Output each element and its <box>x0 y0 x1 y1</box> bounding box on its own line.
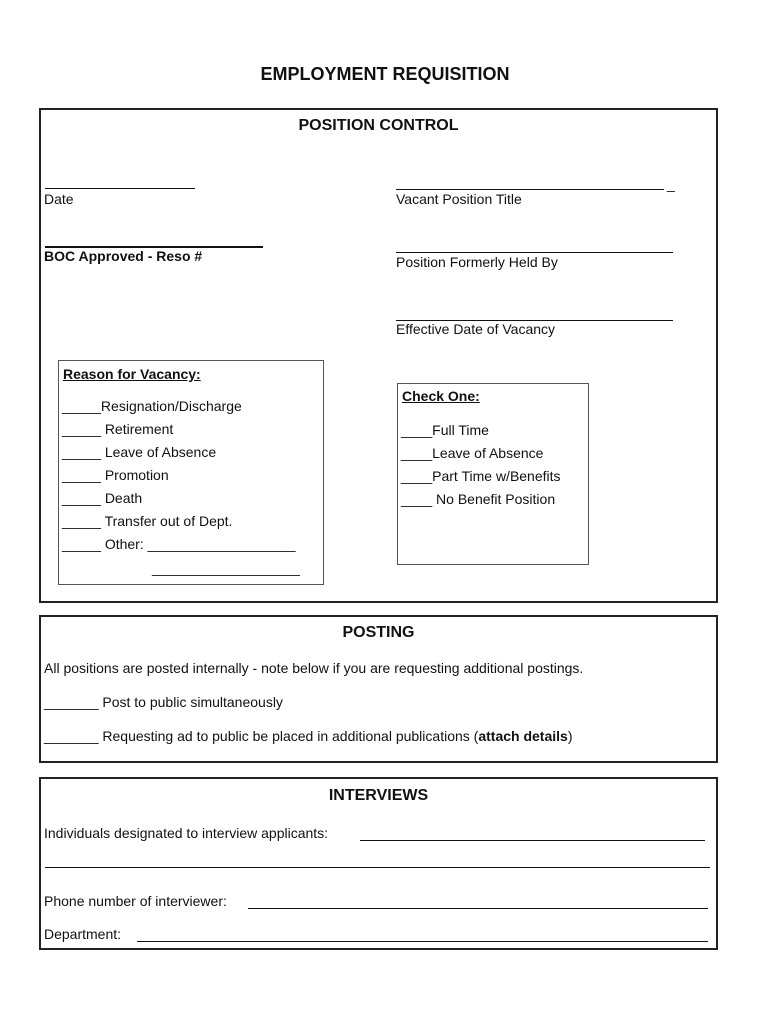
closing-paren: ) <box>567 728 573 744</box>
department-line[interactable] <box>137 941 708 942</box>
posting-panel <box>39 615 718 763</box>
position-control-heading: POSITION CONTROL <box>298 117 459 134</box>
date-line[interactable] <box>45 188 195 189</box>
post-public-option[interactable]: _______ Post to public simultaneously <box>44 694 283 710</box>
check-part-time-item[interactable]: ____Part Time w/Benefits <box>401 468 561 484</box>
phone-label: Phone number of interviewer: <box>44 893 227 909</box>
department-label: Department: <box>44 926 122 942</box>
check-one-box <box>397 383 589 565</box>
check-leave-of-absence-item[interactable]: ____Leave of Absence <box>401 445 544 461</box>
check-no-benefit-item[interactable]: ____ No Benefit Position <box>401 491 556 507</box>
posting-note: All positions are posted internally - note below if you are requesting additional postings. <box>44 660 584 676</box>
document-title: EMPLOYMENT REQUISITION <box>260 64 510 84</box>
reason-leave-item[interactable]: _____ Leave of Absence <box>62 444 217 460</box>
interviews-heading: INTERVIEWS <box>328 787 429 804</box>
position-control-panel <box>39 108 718 603</box>
additional-publications-text: _______ Requesting ad to public be placed in additional publications ( <box>44 728 479 744</box>
additional-publications-option[interactable] <box>44 728 572 744</box>
vacant-title-line[interactable] <box>396 189 664 190</box>
boc-approved-label: BOC Approved - Reso # <box>44 248 203 264</box>
effective-date-label: Effective Date of Vacancy <box>396 321 556 337</box>
phone-line[interactable] <box>248 908 708 909</box>
check-one-heading: Check One: <box>402 388 480 404</box>
reason-death-item[interactable]: _____ Death <box>62 490 143 506</box>
position-formerly-held-label: Position Formerly Held By <box>396 254 558 270</box>
reason-other-continuation-line[interactable]: ___________________ <box>152 560 300 576</box>
reason-other-item[interactable]: _____ Other: ___________________ <box>62 536 296 552</box>
formerly-held-line[interactable] <box>396 252 673 253</box>
attach-details-text: attach details <box>478 728 568 744</box>
vacant-title-suffix: _ <box>667 176 675 192</box>
interviewers-line[interactable] <box>360 840 705 841</box>
interviewers-second-line[interactable] <box>45 867 710 868</box>
reason-promotion-item[interactable]: _____ Promotion <box>62 467 169 483</box>
reason-for-vacancy-box <box>58 360 324 585</box>
reason-resignation-item[interactable]: _____Resignation/Discharge <box>62 398 242 414</box>
interviews-panel <box>39 777 718 950</box>
check-full-time-item[interactable]: ____Full Time <box>401 422 489 438</box>
reason-retirement-item[interactable]: _____ Retirement <box>62 421 174 437</box>
interviewers-label: Individuals designated to interview applicants: <box>44 825 329 841</box>
reason-heading: Reason for Vacancy: <box>63 366 201 382</box>
date-label: Date <box>44 191 74 207</box>
vacant-position-title-label: Vacant Position Title <box>396 191 522 207</box>
reason-transfer-item[interactable]: _____ Transfer out of Dept. <box>62 513 233 529</box>
posting-heading: POSTING <box>342 624 415 641</box>
